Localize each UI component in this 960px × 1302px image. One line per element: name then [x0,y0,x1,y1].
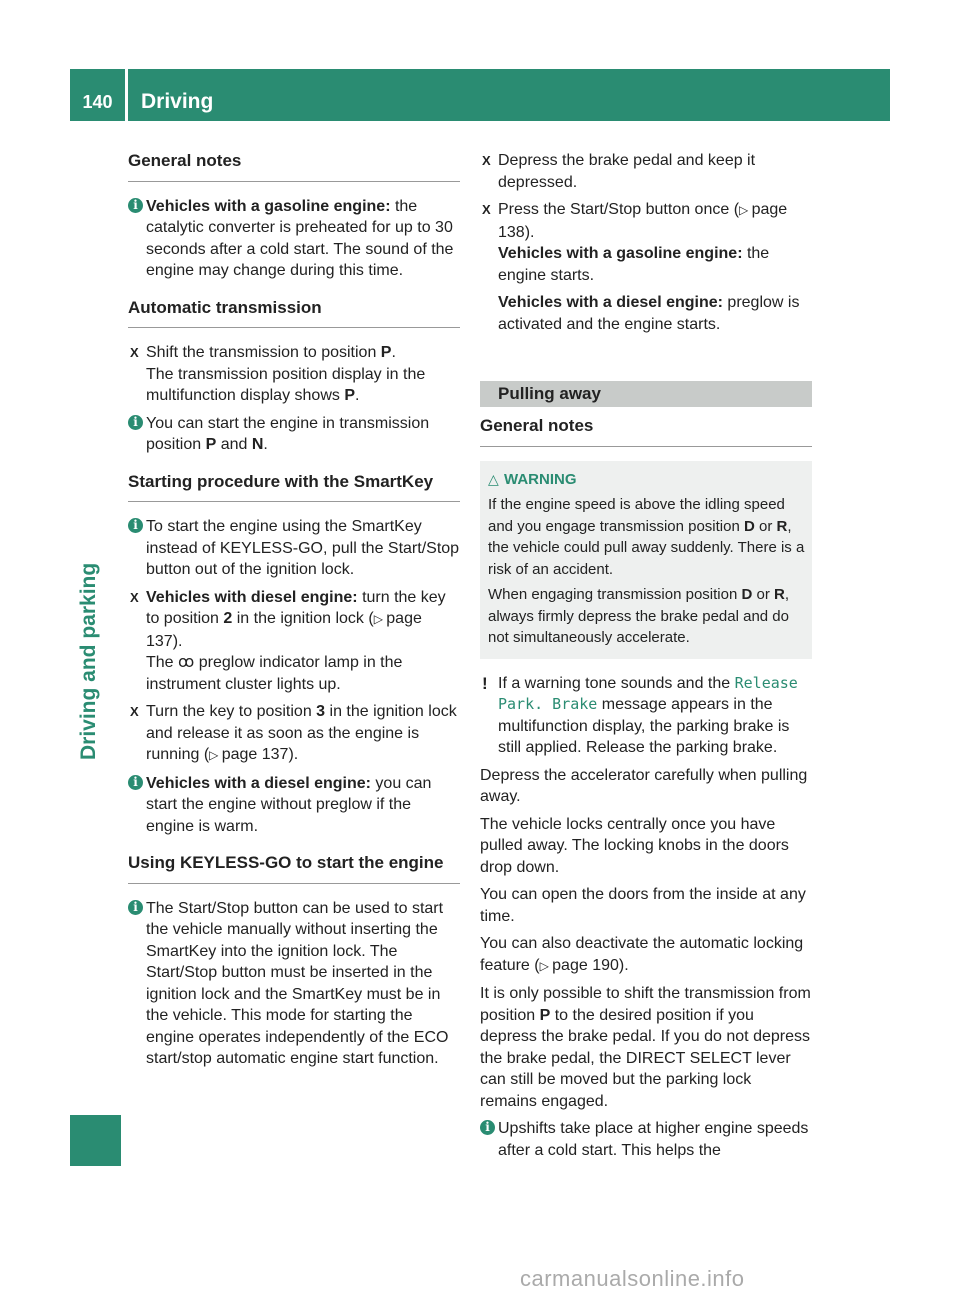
watermark: carmanualsonline.info [520,1266,745,1291]
display-message: Release Park. Brake [498,673,798,713]
warning-title: △ WARNING [488,469,806,491]
paragraph: Depress the accelerator carefully when pulling away. [480,766,808,805]
side-tab-marker [70,1115,121,1166]
info-icon: i [128,900,143,915]
info-note: i Vehicles with a diesel engine: you can start the engine without preglow if the engine is warm. [128,773,460,838]
info-note: i You can start the engine in transmission position P and N. [128,413,460,456]
step-item: X Turn the key to position 3 in the ignition lock and release it as soon as the engine is running (▷ page 137). [130,703,457,763]
paragraph: You can also deactivate the automatic locking feature (▷ page 190). [480,935,804,974]
page-ref-triangle-icon: ▷ [373,612,387,626]
step-item: X Depress the brake pedal and keep it depressed. [482,152,756,191]
heading-keyless-go: Using KEYLESS-GO to start the engine [128,852,460,884]
info-icon: i [128,775,143,790]
warning-paragraph: If the engine speed is above the idling speed and you engage transmission position D or R, the vehicle could pull away suddenly. There is a risk of an accident. [488,496,805,578]
exclamation-icon: ! [482,673,488,693]
heading-automatic-transmission: Automatic transmission [128,297,460,329]
page-ref-triangle-icon: ▷ [539,958,553,973]
info-icon: i [128,518,143,533]
arrow-bullet-icon: X [482,202,491,217]
right-column [480,150,812,1167]
paragraph: You can open the doors from the inside at any time. [480,886,806,925]
info-note: i Upshifts take place at higher engine speeds after a cold start. This helps the [480,1118,812,1161]
arrow-bullet-icon: X [130,345,139,360]
paragraph: It is only possible to shift the transmission from position P to the desired position if you depress the brake pedal. If you do not depress the brake pedal, the DIRECT SELECT lever can still be moved but the parking lock remains engaged. [480,985,811,1110]
warning-triangle-icon: △ [488,470,499,487]
info-icon: i [128,415,143,430]
warning-paragraph: When engaging transmission position D or R, always firmly depress the brake pedal and do not simultaneously accelerate. [488,586,790,646]
section-title: Driving [141,90,214,113]
arrow-bullet-icon: X [482,153,491,168]
heading-general-notes: General notes [128,150,460,182]
info-note: i To start the engine using the SmartKey instead of KEYLESS-GO, pull the Start/Stop button out of the ignition lock. [128,516,460,581]
page-number: 140 [82,92,113,112]
heading-smartkey: Starting procedure with the SmartKey [128,471,460,503]
section-banner-pulling-away: Pulling away [480,381,812,407]
left-column [128,150,460,1076]
step-item: X Press the Start/Stop button once (▷ page 138). Vehicles with a gasoline engine: the engine starts. Vehicles with a diesel engine: preglow is activated and the engine starts. [482,201,800,333]
page-ref-triangle-icon: ▷ [739,203,752,217]
preglow-lamp-icon: ꝏ [178,654,195,671]
page-ref-triangle-icon: ▷ [209,748,222,762]
info-note: i The Start/Stop button can be used to start the vehicle manually without inserting the SmartKey into the ignition lock. The Start/Stop button must be inserted in the ignition lock and the SmartKey must be in the vehicle. This mode for starting the engine operates independently of the ECO start/stop automatic engine start function. [128,898,460,1070]
step-item: X Shift the transmission to position P. The transmission position display in the multifunction display shows P. [130,344,426,404]
paragraph: The vehicle locks centrally once you have pulled away. The locking knobs in the doors drop down. [480,815,789,876]
side-tab-label: Driving and parking [77,562,100,760]
arrow-bullet-icon: X [130,589,139,605]
info-note: i Vehicles with a gasoline engine: the catalytic converter is preheated for up to 30 seconds after a cold start. The sound of the engine may change during this time. [128,196,460,282]
warning-box [480,461,812,659]
info-icon: i [480,1120,495,1135]
info-icon: i [128,198,143,213]
arrow-bullet-icon: X [130,704,139,719]
step-item: X Vehicles with diesel engine: turn the key to position 2 in the ignition lock (▷ page 137). The ꝏ preglow indicator lamp in the instrument cluster lights up. [130,588,446,693]
header-divider [125,69,128,121]
heading-general-notes-right: General notes [480,415,812,447]
caution-note: ! If a warning tone sounds and the Release Park. Brake message appears in the multifunction display, the parking brake is still applied. Release the parking brake. [482,673,798,756]
